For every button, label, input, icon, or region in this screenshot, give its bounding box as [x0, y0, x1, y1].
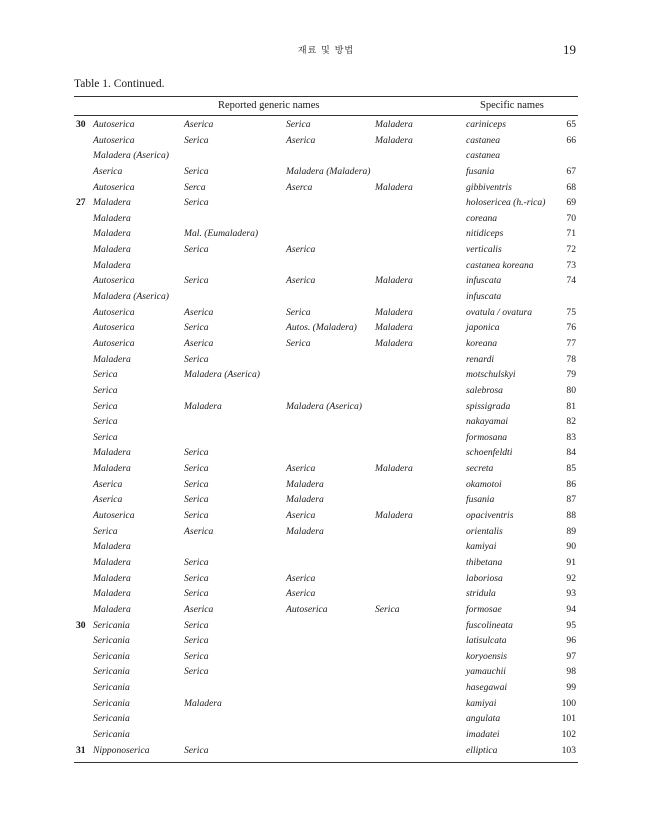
generic-name-1: Maladera: [93, 244, 131, 256]
generic-name-1: Sericania: [93, 635, 130, 647]
generic-name-4: Maladera: [375, 306, 413, 318]
generic-name-3: Maladera (Maladera): [286, 165, 371, 177]
table-row: [0, 744, 652, 760]
generic-name-4: Maladera: [375, 463, 413, 475]
generic-name-1: Maladera: [93, 212, 131, 224]
specific-name: fusania: [466, 494, 495, 506]
group-number: 30: [76, 119, 86, 130]
table-row: [0, 587, 652, 603]
table-header-rule: [74, 115, 578, 116]
species-number: 95: [566, 619, 576, 631]
generic-name-3: Aserica: [286, 588, 316, 600]
table-row: [0, 118, 652, 134]
specific-name: verticalis: [466, 244, 502, 256]
specific-name: salebrosa: [466, 384, 503, 396]
species-number: 77: [566, 337, 576, 349]
generic-name-2: Serica: [184, 744, 209, 756]
generic-name-3: Autos. (Maladera): [286, 322, 357, 334]
species-number: 101: [561, 713, 576, 725]
generic-name-1: Sericania: [93, 650, 130, 662]
generic-name-1: Serica: [93, 400, 118, 412]
generic-name-2: Aserica: [184, 603, 214, 615]
generic-name-1: Serica: [93, 369, 118, 381]
generic-name-1: Aserica: [93, 494, 123, 506]
specific-name: motschulskyi: [466, 369, 516, 381]
table-row: [0, 181, 652, 197]
specific-name: elliptica: [466, 744, 498, 756]
specific-name: opaciventris: [466, 510, 514, 522]
running-head: [0, 42, 652, 58]
table-row: [0, 650, 652, 666]
table-row: [0, 415, 652, 431]
group-number: 31: [76, 744, 86, 756]
species-number: 79: [566, 369, 576, 381]
generic-name-1: Serica: [93, 384, 118, 396]
generic-name-1: Maladera (Aserica): [93, 291, 169, 303]
generic-name-2: Serica: [184, 650, 209, 662]
table-row: [0, 525, 652, 541]
generic-name-2: Aserica: [184, 525, 214, 537]
generic-name-1: Sericania: [93, 666, 130, 678]
table-row: [0, 290, 652, 306]
species-number: 70: [566, 212, 576, 224]
generic-name-3: Aserica: [286, 275, 316, 287]
species-number: 100: [561, 697, 576, 709]
table-row: [0, 165, 652, 181]
generic-name-1: Autoserica: [93, 275, 135, 287]
species-number: 92: [566, 572, 576, 584]
table-row: [0, 259, 652, 275]
species-number: 93: [566, 588, 576, 600]
generic-name-1: Maladera: [93, 541, 131, 553]
generic-name-1: Sericania: [93, 697, 130, 709]
species-number: 71: [566, 228, 576, 240]
table-row: [0, 227, 652, 243]
generic-name-1: Maladera: [93, 197, 131, 209]
generic-name-2: Serica: [184, 165, 209, 177]
generic-name-3: Aserica: [286, 134, 316, 146]
generic-name-1: Autoserica: [93, 337, 135, 349]
table-row: [0, 431, 652, 447]
species-number: 87: [566, 494, 576, 506]
table-row: [0, 368, 652, 384]
generic-name-3: Maladera: [286, 494, 324, 506]
specific-name: koryoensis: [466, 650, 508, 662]
generic-name-2: Maladera (Aserica): [184, 369, 260, 381]
table-body: [0, 118, 652, 759]
table-row: [0, 665, 652, 681]
specific-name: castanea: [466, 134, 501, 146]
table-row: [0, 556, 652, 572]
generic-name-3: Aserica: [286, 244, 316, 256]
specific-name: fuscolineata: [466, 619, 513, 631]
generic-name-4: Maladera: [375, 119, 413, 130]
generic-name-3: Maladera: [286, 525, 324, 537]
specific-name: holosericea (h.-rica): [466, 197, 546, 209]
generic-name-3: Aserica: [286, 510, 316, 522]
species-number: 65: [566, 119, 576, 130]
generic-name-3: Maladera: [286, 478, 324, 490]
generic-name-1: Autoserica: [93, 181, 135, 193]
generic-name-4: Maladera: [375, 134, 413, 146]
generic-name-2: Serica: [184, 353, 209, 365]
table-row: [0, 353, 652, 369]
generic-name-1: Maladera: [93, 603, 131, 615]
table-row: [0, 634, 652, 650]
specific-name: fusania: [466, 165, 495, 177]
generic-name-2: Serica: [184, 572, 209, 584]
species-number: 75: [566, 306, 576, 318]
table-row: [0, 462, 652, 478]
table-row: [0, 274, 652, 290]
species-number: 103: [561, 744, 576, 756]
table-row: [0, 400, 652, 416]
generic-name-1: Maladera: [93, 588, 131, 600]
generic-name-3: Aserica: [286, 463, 316, 475]
specific-name: cariniceps: [466, 119, 506, 130]
generic-name-2: Maladera: [184, 697, 222, 709]
species-number: 74: [566, 275, 576, 287]
table-bottom-rule: [74, 762, 578, 763]
generic-name-1: Serica: [93, 431, 118, 443]
generic-name-1: Nipponoserica: [93, 744, 150, 756]
table-row: [0, 243, 652, 259]
generic-name-2: Serica: [184, 619, 209, 631]
generic-name-1: Maladera: [93, 353, 131, 365]
generic-name-1: Maladera: [93, 572, 131, 584]
generic-name-1: Maladera: [93, 556, 131, 568]
specific-name: infuscata: [466, 275, 502, 287]
generic-name-2: Serica: [184, 134, 209, 146]
generic-name-1: Maladera: [93, 228, 131, 240]
generic-name-3: Maladera (Aserica): [286, 400, 362, 412]
generic-name-2: Maladera: [184, 400, 222, 412]
generic-name-3: Aserica: [286, 572, 316, 584]
table-row: [0, 572, 652, 588]
species-number: 89: [566, 525, 576, 537]
generic-name-1: Serica: [93, 525, 118, 537]
table-row: [0, 149, 652, 165]
species-number: 102: [561, 728, 576, 740]
generic-name-2: Serica: [184, 463, 209, 475]
specific-name: spissigrada: [466, 400, 511, 412]
generic-name-2: Serica: [184, 197, 209, 209]
generic-name-2: Serica: [184, 635, 209, 647]
table-row: [0, 619, 652, 635]
specific-name: orientalis: [466, 525, 503, 537]
generic-name-1: Autoserica: [93, 134, 135, 146]
species-number: 90: [566, 541, 576, 553]
species-number: 86: [566, 478, 576, 490]
generic-name-4: Maladera: [375, 275, 413, 287]
generic-name-1: Autoserica: [93, 119, 135, 130]
generic-name-4: Maladera: [375, 510, 413, 522]
table-row: [0, 306, 652, 322]
specific-name: kamiyai: [466, 541, 497, 553]
generic-name-3: Serica: [286, 306, 311, 318]
generic-name-2: Aserica: [184, 119, 214, 130]
species-number: 88: [566, 510, 576, 522]
specific-name: japonica: [466, 322, 500, 334]
specific-name: castanea koreana: [466, 259, 534, 271]
generic-name-1: Maladera: [93, 259, 131, 271]
generic-name-4: Maladera: [375, 181, 413, 193]
specific-name: nakayamai: [466, 416, 509, 428]
specific-name: castanea: [466, 150, 501, 162]
generic-name-2: Serica: [184, 588, 209, 600]
species-number: 98: [566, 666, 576, 678]
species-number: 91: [566, 556, 576, 568]
species-number: 72: [566, 244, 576, 256]
specific-name: infuscata: [466, 291, 502, 303]
species-number: 94: [566, 603, 576, 615]
generic-name-4: Maladera: [375, 337, 413, 349]
table-row: [0, 509, 652, 525]
generic-name-1: Maladera: [93, 447, 131, 459]
page-number: 19: [563, 42, 576, 57]
header-reported-generic-names: Reported generic names: [218, 100, 320, 111]
generic-name-2: Serica: [184, 322, 209, 334]
generic-name-1: Sericania: [93, 728, 130, 740]
species-number: 80: [566, 384, 576, 396]
specific-name: nitidiceps: [466, 228, 504, 240]
generic-name-1: Autoserica: [93, 510, 135, 522]
species-number: 81: [566, 400, 576, 412]
specific-name: kamiyai: [466, 697, 497, 709]
running-head-title: 재료 및 방법: [297, 46, 355, 56]
species-number: 76: [566, 322, 576, 334]
generic-name-2: Serica: [184, 556, 209, 568]
specific-name: schoenfeldti: [466, 447, 513, 459]
table-row: [0, 196, 652, 212]
generic-name-3: Serica: [286, 119, 311, 130]
generic-name-1: Aserica: [93, 165, 123, 177]
specific-name: ovatula / ovatura: [466, 306, 533, 318]
species-number: 82: [566, 416, 576, 428]
table-row: [0, 212, 652, 228]
specific-name: okamotoi: [466, 478, 502, 490]
generic-name-1: Sericania: [93, 619, 130, 631]
table-row: [0, 478, 652, 494]
generic-name-1: Sericania: [93, 713, 130, 725]
generic-name-2: Serica: [184, 244, 209, 256]
species-number: 83: [566, 431, 576, 443]
species-number: 97: [566, 650, 576, 662]
header-specific-names: Specific names: [480, 100, 544, 111]
generic-name-2: Serica: [184, 510, 209, 522]
specific-name: koreana: [466, 337, 498, 349]
specific-name: thibetana: [466, 556, 503, 568]
generic-name-3: Serica: [286, 337, 311, 349]
generic-name-1: Sericania: [93, 682, 130, 694]
table-row: [0, 321, 652, 337]
species-number: 99: [566, 682, 576, 694]
species-number: 66: [566, 134, 576, 146]
table-row: [0, 603, 652, 619]
specific-name: secreta: [466, 463, 494, 475]
generic-name-4: Maladera: [375, 322, 413, 334]
generic-name-3: Aserca: [286, 181, 313, 193]
generic-name-2: Aserica: [184, 337, 214, 349]
species-number: 85: [566, 463, 576, 475]
table-row: [0, 697, 652, 713]
specific-name: laboriosa: [466, 572, 503, 584]
generic-name-1: Autoserica: [93, 306, 135, 318]
generic-name-2: Serica: [184, 478, 209, 490]
table-row: [0, 728, 652, 744]
generic-name-2: Aserica: [184, 306, 214, 318]
generic-name-2: Serica: [184, 275, 209, 287]
generic-name-3: Autoserica: [286, 603, 328, 615]
species-number: 68: [566, 181, 576, 193]
species-number: 84: [566, 447, 576, 459]
specific-name: stridula: [466, 588, 496, 600]
table-top-rule: [74, 96, 578, 97]
specific-name: gibbiventris: [466, 181, 512, 193]
species-number: 69: [566, 197, 576, 209]
generic-name-1: Aserica: [93, 478, 123, 490]
table-caption: Table 1. Continued.: [74, 78, 165, 90]
generic-name-1: Autoserica: [93, 322, 135, 334]
specific-name: imadatei: [466, 728, 500, 740]
table-row: [0, 681, 652, 697]
species-number: 73: [566, 259, 576, 271]
table-row: [0, 337, 652, 353]
generic-name-1: Maladera (Aserica): [93, 150, 169, 162]
specific-name: hasegawai: [466, 682, 508, 694]
specific-name: renardi: [466, 353, 495, 365]
generic-name-2: Serca: [184, 181, 206, 193]
specific-name: coreana: [466, 212, 498, 224]
generic-name-4: Serica: [375, 603, 400, 615]
specific-name: angulata: [466, 713, 501, 725]
species-number: 78: [566, 353, 576, 365]
generic-name-1: Serica: [93, 416, 118, 428]
generic-name-2: Serica: [184, 666, 209, 678]
generic-name-2: Mal. (Eumaladera): [184, 228, 259, 240]
table-row: [0, 540, 652, 556]
table-row: [0, 712, 652, 728]
group-number: 27: [76, 197, 86, 209]
species-number: 96: [566, 635, 576, 647]
specific-name: formosana: [466, 431, 508, 443]
table-row: [0, 446, 652, 462]
table-row: [0, 493, 652, 509]
generic-name-1: Maladera: [93, 463, 131, 475]
generic-name-2: Serica: [184, 447, 209, 459]
table-row: [0, 384, 652, 400]
generic-name-2: Serica: [184, 494, 209, 506]
specific-name: yamauchii: [466, 666, 506, 678]
group-number: 30: [76, 619, 86, 631]
table-row: [0, 134, 652, 150]
species-number: 67: [566, 165, 576, 177]
specific-name: formosae: [466, 603, 502, 615]
specific-name: latisulcata: [466, 635, 507, 647]
